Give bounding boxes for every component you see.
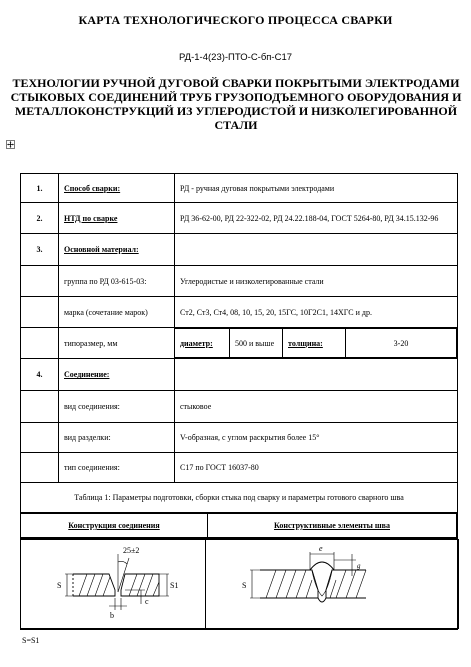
c-label: c	[145, 597, 149, 606]
row-label: Основной материал:	[59, 234, 175, 266]
footer-note: S=S1	[22, 636, 40, 645]
joint-construction-drawing	[21, 540, 206, 629]
row-label: Соединение:	[59, 359, 175, 391]
row-label: тип соединения:	[59, 453, 175, 483]
b-label: b	[110, 611, 114, 620]
e-label: e	[319, 544, 323, 553]
row-number	[21, 266, 59, 297]
move-handle-icon[interactable]	[6, 140, 15, 149]
row-value	[175, 234, 458, 266]
table-row	[21, 359, 458, 391]
document-heading: ТЕХНОЛОГИИ РУЧНОЙ ДУГОВОЙ СВАРКИ ПОКРЫТЫМИ ЭЛЕКТРОДАМИ СТЫКОВЫХ СОЕДИНЕНИЙ ТРУБ ГРУЗОПОДЪЕМНОГО ОБОРУДОВАНИЯ И МЕТАЛЛОКОНСТРУКЦИЙ ИЗ УГЛЕРОДИСТОЙ И НИЗКОЛЕГИРОВАННОЙ СТАЛИ	[10, 76, 462, 132]
table-row	[21, 234, 458, 266]
row-value	[175, 359, 458, 391]
diameter-value: 500 и выше	[230, 329, 283, 358]
thickness-value: 3-20	[346, 329, 457, 358]
table-row	[21, 266, 458, 297]
row-number	[21, 423, 59, 453]
table-row	[21, 453, 458, 483]
row-value: стыковое	[175, 391, 458, 423]
row-label: типоразмер, мм	[59, 328, 175, 359]
thickness-label: толщина:	[283, 329, 346, 358]
weld-elements-drawing	[206, 540, 459, 629]
row-value: V-образная, с углом раскрытия более 15°	[175, 423, 458, 453]
drawing-header-row	[21, 513, 458, 539]
row-number	[21, 453, 59, 483]
diameter-label: диаметр:	[175, 329, 230, 358]
row-number: 3.	[21, 234, 59, 266]
row-number	[21, 391, 59, 423]
table-row	[21, 174, 458, 203]
welding-parameters-table	[20, 173, 458, 630]
row-number: 4.	[21, 359, 59, 391]
row-value: Ст2, Ст3, Ст4, 08, 10, 15, 20, 15ГС, 10Г2С1, 14ХГС и др.	[175, 297, 458, 328]
row-value: С17 по ГОСТ 16037-80	[175, 453, 458, 483]
s1-label: S1	[170, 581, 179, 590]
table-row	[21, 391, 458, 423]
row-label: группа по РД 03-615-03:	[59, 266, 175, 297]
row-value: РД 36-62-00, РД 22-322-02, РД 24.22.188-04, ГОСТ 5264-80, РД 34.15.132-96	[175, 203, 458, 234]
row-value: РД - ручная дуговая покрытыми электродами	[175, 174, 458, 203]
col-header-construction: Конструкция соединения	[21, 514, 208, 538]
document-title: КАРТА ТЕХНОЛОГИЧЕСКОГО ПРОЦЕССА СВАРКИ	[78, 13, 393, 27]
s-label: S	[242, 581, 247, 590]
table-row	[21, 328, 458, 359]
row-label: марка (сочетание марок)	[59, 297, 175, 328]
table-caption: Таблица 1: Параметры подготовки, сборки стыка под сварку и параметры готового сварного шва	[21, 483, 458, 513]
angle-label: 25±2	[123, 546, 140, 555]
row-value: Углеродистые и низколегированные стали	[175, 266, 458, 297]
row-number: 2.	[21, 203, 59, 234]
s-label: S	[57, 581, 62, 590]
row-number	[21, 297, 59, 328]
table-row	[21, 203, 458, 234]
col-header-weld-elements: Конструктивные элементы шва	[208, 514, 457, 538]
row-label: НТД по сварке	[59, 203, 175, 234]
table-row	[21, 297, 458, 328]
row-label: Способ сварки:	[59, 174, 175, 203]
row-label: вид соединения:	[59, 391, 175, 423]
row-number: 1.	[21, 174, 59, 203]
g-label: g	[357, 562, 361, 570]
size-cell	[175, 328, 458, 359]
row-label: вид разделки:	[59, 423, 175, 453]
row-number	[21, 328, 59, 359]
document-code: РД-1-4(23)-ПТО-С-бп-С17	[178, 52, 293, 63]
table-row	[21, 423, 458, 453]
table-caption-row	[21, 483, 458, 513]
drawing-row	[21, 539, 458, 630]
